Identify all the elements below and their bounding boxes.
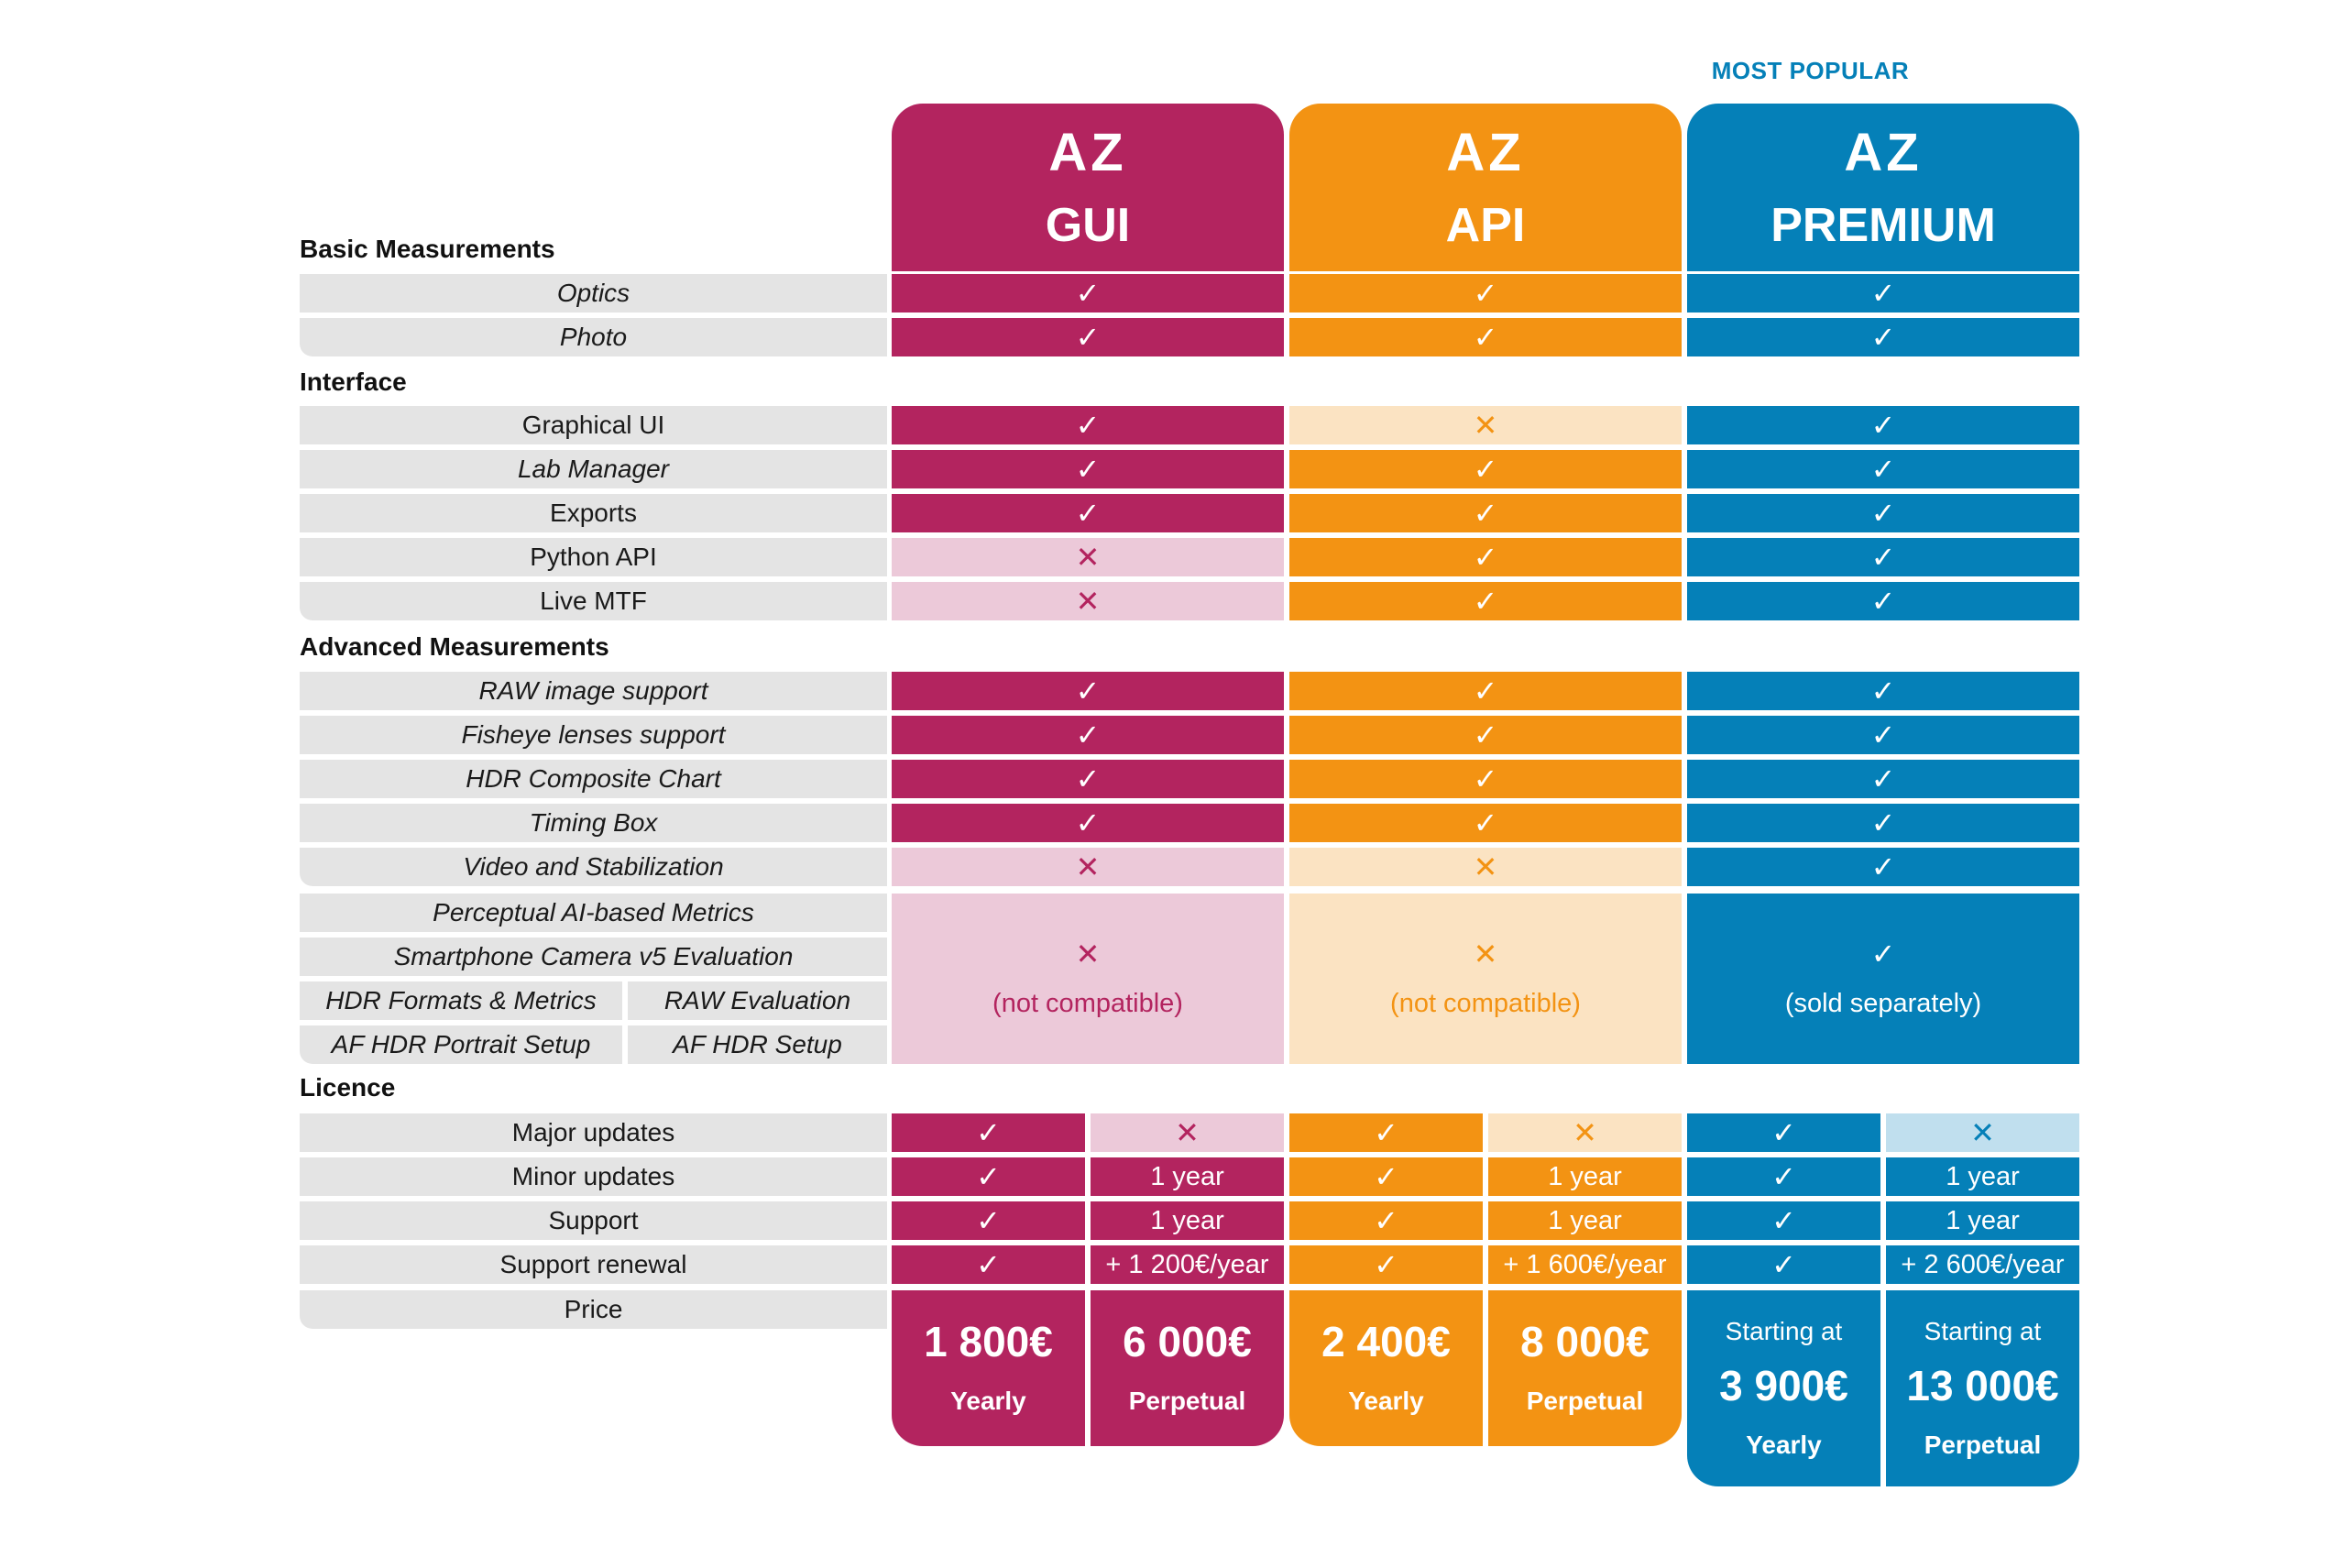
feature-cell-gui xyxy=(892,274,1284,313)
checkmark-icon: ✓ xyxy=(1870,541,1896,574)
checkmark-icon: ✓ xyxy=(1075,277,1101,310)
licence-cell-prem-p xyxy=(1886,1157,2079,1196)
checkmark-icon: ✓ xyxy=(1870,497,1896,530)
most-popular-badge: MOST POPULAR xyxy=(1711,57,1910,84)
feature-cell-gui xyxy=(892,716,1284,754)
licence-cell-gui-y xyxy=(892,1245,1085,1284)
feature-cell-gui xyxy=(892,318,1284,356)
feature-cell-gui xyxy=(892,848,1284,886)
licence-cell-gui-y xyxy=(892,1113,1085,1152)
licence-cell-gui-p xyxy=(1091,1201,1284,1240)
feature-cell-api xyxy=(1289,848,1682,886)
checkmark-icon: ✓ xyxy=(1075,409,1101,442)
cell-value: 1 year xyxy=(1548,1161,1622,1191)
licence-cell-prem-p xyxy=(1886,1113,2079,1152)
licence-label: Major updates xyxy=(300,1113,887,1152)
licence-cell-gui-y xyxy=(892,1157,1085,1196)
checkmark-icon: ✓ xyxy=(1075,674,1101,707)
licence-label: Support renewal xyxy=(300,1245,887,1284)
feature-label: AF HDR Setup xyxy=(628,1025,887,1064)
feature-cell-premium xyxy=(1687,318,2079,356)
feature-cell-api xyxy=(1289,318,1682,356)
price-type: Yearly xyxy=(950,1387,1026,1415)
feature-cell-api xyxy=(1289,716,1682,754)
cross-icon: ✕ xyxy=(1473,850,1498,883)
checkmark-icon: ✓ xyxy=(1473,541,1498,574)
feature-label: RAW image support xyxy=(300,672,887,710)
addon-note: (not compatible) xyxy=(1390,988,1581,1018)
licence-cell-prem-p xyxy=(1886,1201,2079,1240)
section-licence: Licence xyxy=(300,1073,396,1102)
licence-cell-api-y xyxy=(1289,1201,1483,1240)
plan-header-premium xyxy=(1687,104,2079,271)
cell-value: 1 year xyxy=(1150,1205,1224,1235)
licence-cell-api-y xyxy=(1289,1157,1483,1196)
price-type: Perpetual xyxy=(1526,1387,1644,1415)
az-logo: AZ xyxy=(1446,122,1525,182)
checkmark-icon: ✓ xyxy=(976,1116,1001,1149)
price-type: Yearly xyxy=(1348,1387,1424,1415)
feature-cell-gui xyxy=(892,494,1284,532)
feature-label: Fisheye lenses support xyxy=(300,716,887,754)
licence-cell-gui-p xyxy=(1091,1113,1284,1152)
price-prefix: Starting at xyxy=(1924,1317,2042,1345)
checkmark-icon: ✓ xyxy=(1870,453,1896,486)
feature-label: Perceptual AI-based Metrics xyxy=(300,894,887,932)
plan-name-gui: GUI xyxy=(1045,198,1131,252)
feature-cell-gui xyxy=(892,538,1284,576)
cell-value: 1 year xyxy=(1548,1205,1622,1235)
feature-label: HDR Composite Chart xyxy=(300,760,887,798)
checkmark-icon: ✓ xyxy=(1374,1160,1398,1193)
price-label: Price xyxy=(300,1290,887,1329)
licence-cell-prem-y xyxy=(1687,1201,1880,1240)
feature-cell-premium xyxy=(1687,804,2079,842)
price-amount: 6 000€ xyxy=(1123,1318,1252,1365)
checkmark-icon: ✓ xyxy=(1473,277,1498,310)
price-prefix: Starting at xyxy=(1725,1317,1843,1345)
checkmark-icon: ✓ xyxy=(1075,321,1101,354)
licence-label: Support xyxy=(300,1201,887,1240)
checkmark-icon: ✓ xyxy=(1771,1116,1796,1149)
cell-value: 1 year xyxy=(1150,1161,1224,1191)
checkmark-icon: ✓ xyxy=(1771,1204,1796,1237)
licence-cell-prem-y xyxy=(1687,1113,1880,1152)
checkmark-icon: ✓ xyxy=(1870,718,1896,751)
az-logo: AZ xyxy=(1844,122,1923,182)
feature-cell-gui xyxy=(892,582,1284,620)
licence-cell-gui-y xyxy=(892,1201,1085,1240)
plan-header-gui xyxy=(892,104,1284,271)
plan-name-premium: PREMIUM xyxy=(1770,198,1996,252)
az-logo: AZ xyxy=(1048,122,1127,182)
licence-cell-api-p xyxy=(1488,1201,1682,1240)
feature-label: Lab Manager xyxy=(300,450,887,488)
checkmark-icon: ✓ xyxy=(1870,585,1896,618)
licence-cell-prem-y xyxy=(1687,1245,1880,1284)
checkmark-icon: ✓ xyxy=(1870,321,1896,354)
feature-cell-premium xyxy=(1687,450,2079,488)
cross-icon: ✕ xyxy=(1970,1116,1995,1149)
feature-cell-premium xyxy=(1687,406,2079,444)
price-api-yearly xyxy=(1289,1290,1483,1446)
feature-cell-gui xyxy=(892,406,1284,444)
feature-cell-gui xyxy=(892,450,1284,488)
cross-icon: ✕ xyxy=(1075,585,1101,618)
feature-cell-premium xyxy=(1687,582,2079,620)
feature-label: RAW Evaluation xyxy=(628,981,887,1020)
checkmark-icon: ✓ xyxy=(1075,497,1101,530)
licence-cell-api-y xyxy=(1289,1113,1483,1152)
feature-cell-gui xyxy=(892,672,1284,710)
addon-cell-premium xyxy=(1687,894,2079,1064)
checkmark-icon: ✓ xyxy=(1870,409,1896,442)
checkmark-icon: ✓ xyxy=(1771,1160,1796,1193)
price-amount: 8 000€ xyxy=(1520,1318,1650,1365)
feature-cell-api xyxy=(1289,450,1682,488)
feature-label: Photo xyxy=(300,318,887,356)
cell-value: 1 year xyxy=(1946,1161,2020,1191)
cross-icon: ✕ xyxy=(1175,1116,1200,1149)
feature-cell-gui xyxy=(892,804,1284,842)
cross-icon: ✕ xyxy=(1473,409,1498,442)
checkmark-icon: ✓ xyxy=(1771,1248,1796,1281)
feature-label: Optics xyxy=(300,274,887,313)
feature-label: Graphical UI xyxy=(300,406,887,444)
price-premium-yearly xyxy=(1687,1290,1880,1486)
cross-icon: ✕ xyxy=(1473,937,1498,970)
price-premium-perpetual xyxy=(1886,1290,2079,1486)
licence-cell-prem-y xyxy=(1687,1157,1880,1196)
checkmark-icon: ✓ xyxy=(1473,674,1498,707)
price-api-perpetual xyxy=(1488,1290,1682,1446)
cross-icon: ✕ xyxy=(1075,850,1101,883)
checkmark-icon: ✓ xyxy=(1473,321,1498,354)
licence-cell-api-y xyxy=(1289,1245,1483,1284)
checkmark-icon: ✓ xyxy=(1473,497,1498,530)
feature-cell-premium xyxy=(1687,760,2079,798)
checkmark-icon: ✓ xyxy=(1374,1248,1398,1281)
checkmark-icon: ✓ xyxy=(1473,762,1498,795)
price-type: Perpetual xyxy=(1128,1387,1246,1415)
plan-header-api xyxy=(1289,104,1682,271)
feature-label: Video and Stabilization xyxy=(300,848,887,886)
feature-cell-api xyxy=(1289,274,1682,313)
feature-cell-api xyxy=(1289,494,1682,532)
feature-cell-api xyxy=(1289,804,1682,842)
section-basic-measurements: Basic Measurements xyxy=(300,235,555,263)
checkmark-icon: ✓ xyxy=(976,1204,1001,1237)
checkmark-icon: ✓ xyxy=(1870,762,1896,795)
feature-cell-premium xyxy=(1687,274,2079,313)
section-advanced-measurements: Advanced Measurements xyxy=(300,632,609,661)
checkmark-icon: ✓ xyxy=(1473,453,1498,486)
checkmark-icon: ✓ xyxy=(1870,806,1896,839)
feature-cell-premium xyxy=(1687,538,2079,576)
feature-label: Python API xyxy=(300,538,887,576)
checkmark-icon: ✓ xyxy=(1473,718,1498,751)
licence-cell-gui-p xyxy=(1091,1245,1284,1284)
licence-cell-api-p xyxy=(1488,1113,1682,1152)
price-gui-yearly xyxy=(892,1290,1085,1446)
licence-label: Minor updates xyxy=(300,1157,887,1196)
checkmark-icon: ✓ xyxy=(1374,1204,1398,1237)
cell-value: + 1 600€/year xyxy=(1503,1249,1667,1279)
feature-cell-gui xyxy=(892,760,1284,798)
feature-cell-premium xyxy=(1687,716,2079,754)
checkmark-icon: ✓ xyxy=(1870,277,1896,310)
feature-cell-api xyxy=(1289,672,1682,710)
licence-cell-api-p xyxy=(1488,1245,1682,1284)
cell-value: + 2 600€/year xyxy=(1901,1249,2065,1279)
checkmark-icon: ✓ xyxy=(1870,937,1896,970)
feature-cell-premium xyxy=(1687,672,2079,710)
cell-value: + 1 200€/year xyxy=(1105,1249,1269,1279)
cell-value: 1 year xyxy=(1946,1205,2020,1235)
feature-label: Timing Box xyxy=(300,804,887,842)
feature-cell-api xyxy=(1289,582,1682,620)
price-type: Perpetual xyxy=(1924,1431,2042,1459)
feature-label: AF HDR Portrait Setup xyxy=(300,1025,622,1064)
licence-cell-gui-p xyxy=(1091,1157,1284,1196)
addon-note: (not compatible) xyxy=(992,988,1183,1018)
price-amount: 2 400€ xyxy=(1321,1318,1451,1365)
licence-cell-api-p xyxy=(1488,1157,1682,1196)
checkmark-icon: ✓ xyxy=(1075,453,1101,486)
licence-cell-prem-p xyxy=(1886,1245,2079,1284)
addon-note: (sold separately) xyxy=(1784,988,1982,1018)
checkmark-icon: ✓ xyxy=(1075,806,1101,839)
price-amount: 1 800€ xyxy=(924,1318,1053,1365)
feature-label: HDR Formats & Metrics xyxy=(300,981,622,1020)
price-gui-perpetual xyxy=(1091,1290,1284,1446)
checkmark-icon: ✓ xyxy=(1473,585,1498,618)
feature-label: Exports xyxy=(300,494,887,532)
checkmark-icon: ✓ xyxy=(976,1248,1001,1281)
feature-cell-premium xyxy=(1687,848,2079,886)
feature-label: Smartphone Camera v5 Evaluation xyxy=(300,938,887,976)
checkmark-icon: ✓ xyxy=(1075,762,1101,795)
price-amount: 13 000€ xyxy=(1906,1362,2059,1409)
checkmark-icon: ✓ xyxy=(1374,1116,1398,1149)
feature-cell-api xyxy=(1289,538,1682,576)
checkmark-icon: ✓ xyxy=(1870,850,1896,883)
cross-icon: ✕ xyxy=(1573,1116,1597,1149)
checkmark-icon: ✓ xyxy=(1075,718,1101,751)
feature-cell-api xyxy=(1289,406,1682,444)
addon-cell-api xyxy=(1289,894,1682,1064)
feature-cell-api xyxy=(1289,760,1682,798)
addon-cell-gui xyxy=(892,894,1284,1064)
plan-name-api: API xyxy=(1445,198,1526,252)
feature-label: Live MTF xyxy=(300,582,887,620)
checkmark-icon: ✓ xyxy=(1473,806,1498,839)
checkmark-icon: ✓ xyxy=(1870,674,1896,707)
price-amount: 3 900€ xyxy=(1719,1362,1848,1409)
section-interface: Interface xyxy=(300,367,407,396)
price-type: Yearly xyxy=(1746,1431,1822,1459)
cross-icon: ✕ xyxy=(1075,937,1101,970)
checkmark-icon: ✓ xyxy=(976,1160,1001,1193)
feature-cell-premium xyxy=(1687,494,2079,532)
cross-icon: ✕ xyxy=(1075,541,1101,574)
